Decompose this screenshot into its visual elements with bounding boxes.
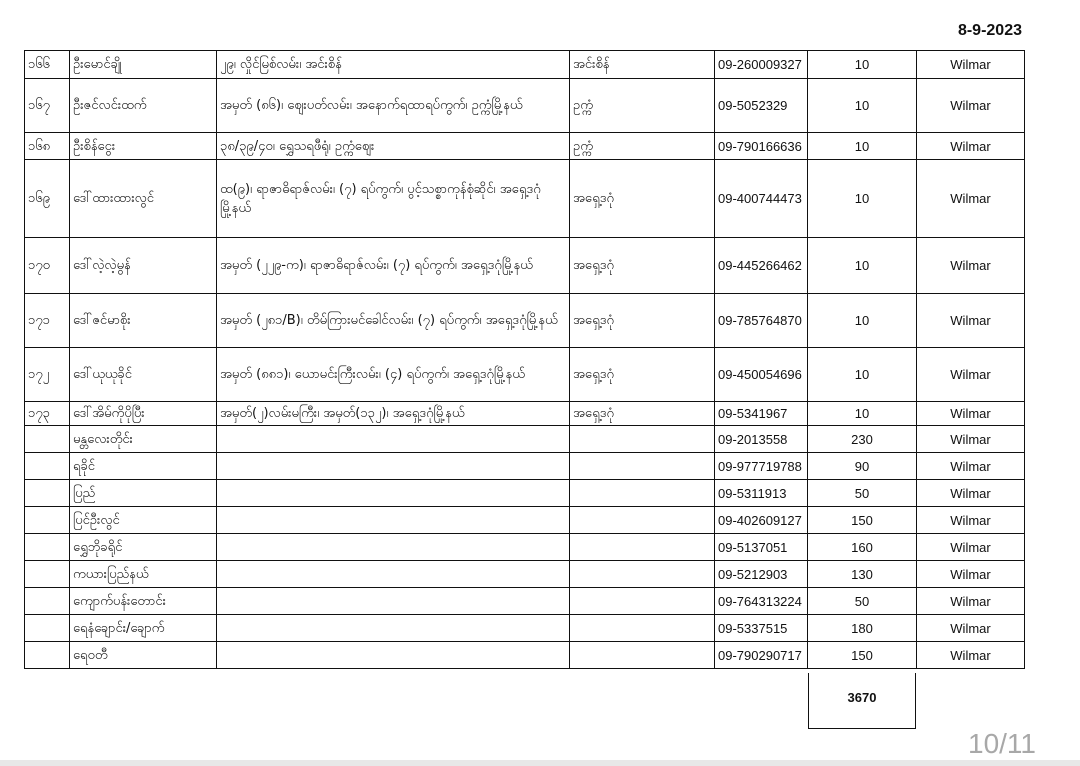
phone-cell: 09-790166636: [715, 133, 808, 160]
page-date: 8-9-2023: [957, 22, 1022, 39]
address-cell: အမှတ် (၂၈၁/B)၊ တိမ်ကြားမင်ခေါင်လမ်း၊ (၇) ရပ်ကွက်၊ အရှေ့ဒဂုံမြို့နယ်: [217, 294, 570, 348]
quantity-cell: 160: [808, 534, 917, 561]
brand-cell: Wilmar: [917, 160, 1025, 238]
brand-cell: Wilmar: [917, 426, 1025, 453]
recipient-name: ပြင်ဦးလွင်: [70, 507, 217, 534]
address-cell: ၂၉၊ လှိုင်မြစ်လမ်း၊ အင်းစိန်: [217, 51, 570, 79]
quantity-cell: 10: [808, 133, 917, 160]
township-cell: [570, 480, 715, 507]
brand-cell: Wilmar: [917, 534, 1025, 561]
row-number: ၁၇၃: [25, 402, 70, 426]
table-row: [25, 79, 1025, 133]
brand-cell: Wilmar: [917, 615, 1025, 642]
quantity-cell: 10: [808, 294, 917, 348]
table-row: [25, 588, 1025, 615]
recipient-name: ဦးစိန်ငွေး: [70, 133, 217, 160]
brand-cell: Wilmar: [917, 480, 1025, 507]
address-cell: [217, 615, 570, 642]
phone-cell: 09-260009327: [715, 51, 808, 79]
township-cell: အရှေ့ဒဂုံ: [570, 402, 715, 426]
brand-cell: Wilmar: [917, 348, 1025, 402]
brand-cell: Wilmar: [917, 51, 1025, 79]
recipient-name: ဒေါ်ထားထားလွင်: [70, 160, 217, 238]
table-row: [25, 615, 1025, 642]
table-row: [25, 642, 1025, 669]
row-number: [25, 561, 70, 588]
township-cell: အင်းစိန်: [570, 51, 715, 79]
table-row: [25, 348, 1025, 402]
township-cell: အရှေ့ဒဂုံ: [570, 160, 715, 238]
recipient-name: ကယားပြည်နယ်: [70, 561, 217, 588]
table-row: [25, 402, 1025, 426]
address-cell: ၃၈/၃၉/၄၀၊ ရွှေသရဖီရုံ၊ ဥက္ကံဈေး: [217, 133, 570, 160]
viewer-bottom-strip: [0, 760, 1080, 766]
brand-cell: Wilmar: [917, 561, 1025, 588]
total-quantity: 3670: [808, 673, 916, 729]
address-cell: [217, 561, 570, 588]
township-cell: အရှေ့ဒဂုံ: [570, 238, 715, 294]
recipient-name: မန္တလေးတိုင်း: [70, 426, 217, 453]
phone-cell: 09-5337515: [715, 615, 808, 642]
row-number: [25, 426, 70, 453]
recipient-name: ကျောက်ပန်းတောင်း: [70, 588, 217, 615]
township-cell: အရှေ့ဒဂုံ: [570, 348, 715, 402]
phone-cell: 09-402609127: [715, 507, 808, 534]
township-cell: [570, 588, 715, 615]
township-cell: [570, 642, 715, 669]
phone-cell: 09-400744473: [715, 160, 808, 238]
phone-cell: 09-5341967: [715, 402, 808, 426]
township-cell: [570, 561, 715, 588]
phone-cell: 09-5212903: [715, 561, 808, 588]
phone-cell: 09-2013558: [715, 426, 808, 453]
row-number: [25, 507, 70, 534]
quantity-cell: 10: [808, 238, 917, 294]
brand-cell: Wilmar: [917, 238, 1025, 294]
township-cell: ဥက္ကံ: [570, 79, 715, 133]
table-row: [25, 238, 1025, 294]
table-row: [25, 160, 1025, 238]
brand-cell: Wilmar: [917, 402, 1025, 426]
address-cell: [217, 453, 570, 480]
brand-cell: Wilmar: [917, 507, 1025, 534]
phone-cell: 09-785764870: [715, 294, 808, 348]
row-number: [25, 642, 70, 669]
row-number: ၁၆၈: [25, 133, 70, 160]
quantity-cell: 10: [808, 51, 917, 79]
address-cell: အမှတ် (၈၆)၊ ဈေးပတ်လမ်း၊ အနောက်ရထာရပ်ကွက်၊ ဥက္ကံမြို့နယ်: [217, 79, 570, 133]
address-cell: [217, 642, 570, 669]
address-cell: အမှတ် (၈၈၁)၊ ယောမင်းကြီးလမ်း၊ (၄) ရပ်ကွက်၊ အရှေ့ဒဂုံမြို့နယ်: [217, 348, 570, 402]
township-cell: [570, 615, 715, 642]
township-cell: [570, 507, 715, 534]
phone-cell: 09-5052329: [715, 79, 808, 133]
township-cell: [570, 426, 715, 453]
table-row: [25, 534, 1025, 561]
table-row: [25, 51, 1025, 79]
table-row: [25, 480, 1025, 507]
township-cell: [570, 534, 715, 561]
brand-cell: Wilmar: [917, 294, 1025, 348]
row-number: [25, 453, 70, 480]
quantity-cell: 130: [808, 561, 917, 588]
brand-cell: Wilmar: [917, 588, 1025, 615]
row-number: [25, 615, 70, 642]
quantity-cell: 90: [808, 453, 917, 480]
table-row: [25, 561, 1025, 588]
phone-cell: 09-977719788: [715, 453, 808, 480]
phone-cell: 09-5137051: [715, 534, 808, 561]
recipient-name: ဒေါ်လဲ့လဲ့မွန်: [70, 238, 217, 294]
recipient-name: ရွှေဘိုခရိုင်: [70, 534, 217, 561]
row-number: ၁၆၆: [25, 51, 70, 79]
township-cell: [570, 453, 715, 480]
phone-cell: 09-790290717: [715, 642, 808, 669]
distribution-table: [24, 50, 1025, 669]
recipient-name: ဒေါ်ဇင်မာစိုး: [70, 294, 217, 348]
quantity-cell: 230: [808, 426, 917, 453]
recipient-name: ပြည်: [70, 480, 217, 507]
address-cell: [217, 426, 570, 453]
quantity-cell: 50: [808, 588, 917, 615]
recipient-name: ဒေါ်ယုယုခိုင်: [70, 348, 217, 402]
township-cell: အရှေ့ဒဂုံ: [570, 294, 715, 348]
row-number: [25, 534, 70, 561]
recipient-name: ရခိုင်: [70, 453, 217, 480]
address-cell: [217, 507, 570, 534]
recipient-name: ရေနံချောင်း/ချောက်: [70, 615, 217, 642]
quantity-cell: 10: [808, 79, 917, 133]
quantity-cell: 150: [808, 507, 917, 534]
recipient-name: ရေဝတီ: [70, 642, 217, 669]
address-cell: [217, 480, 570, 507]
address-cell: [217, 534, 570, 561]
quantity-cell: 10: [808, 402, 917, 426]
table-row: [25, 453, 1025, 480]
row-number: ၁၇၁: [25, 294, 70, 348]
row-number: ၁၇၂: [25, 348, 70, 402]
quantity-cell: 50: [808, 480, 917, 507]
township-cell: ဥက္ကံ: [570, 133, 715, 160]
row-number: [25, 480, 70, 507]
table-row: [25, 133, 1025, 160]
phone-cell: 09-764313224: [715, 588, 808, 615]
brand-cell: Wilmar: [917, 642, 1025, 669]
address-cell: အမှတ်(၂)လမ်းမကြီး၊ အမှတ်(၁၃၂)၊ အရှေ့ဒဂုံမြို့နယ်: [217, 402, 570, 426]
address-cell: အမှတ် (၂၂၉-က)၊ ရာဇာဓိရာဇ်လမ်း၊ (၇) ရပ်ကွက်၊ အရှေ့ဒဂုံမြို့နယ်: [217, 238, 570, 294]
phone-cell: 09-450054696: [715, 348, 808, 402]
phone-cell: 09-445266462: [715, 238, 808, 294]
table-row: [25, 294, 1025, 348]
table-body: [25, 51, 1025, 669]
row-number: ၁၆၉: [25, 160, 70, 238]
address-cell: ထ(၉)၊ ရာဇာဓိရာဇ်လမ်း၊ (၇) ရပ်ကွက်၊ ပွင့်သစ္စာကုန်စုံဆိုင်၊ အရှေ့ဒဂုံမြို့နယ်: [217, 160, 570, 238]
brand-cell: Wilmar: [917, 453, 1025, 480]
quantity-cell: 180: [808, 615, 917, 642]
row-number: ၁၆၇: [25, 79, 70, 133]
recipient-name: ဦးဇင်လင်းထက်: [70, 79, 217, 133]
phone-cell: 09-5311913: [715, 480, 808, 507]
row-number: [25, 588, 70, 615]
table-row: [25, 426, 1025, 453]
brand-cell: Wilmar: [917, 79, 1025, 133]
quantity-cell: 10: [808, 160, 917, 238]
recipient-name: ဒေါ်အိမ်ကိုပိုပြီး: [70, 402, 217, 426]
brand-cell: Wilmar: [917, 133, 1025, 160]
address-cell: [217, 588, 570, 615]
page-indicator: 10/11: [968, 728, 1036, 759]
recipient-name: ဦးမောင်ချို: [70, 51, 217, 79]
row-number: ၁၇၀: [25, 238, 70, 294]
quantity-cell: 10: [808, 348, 917, 402]
table-row: [25, 507, 1025, 534]
quantity-cell: 150: [808, 642, 917, 669]
